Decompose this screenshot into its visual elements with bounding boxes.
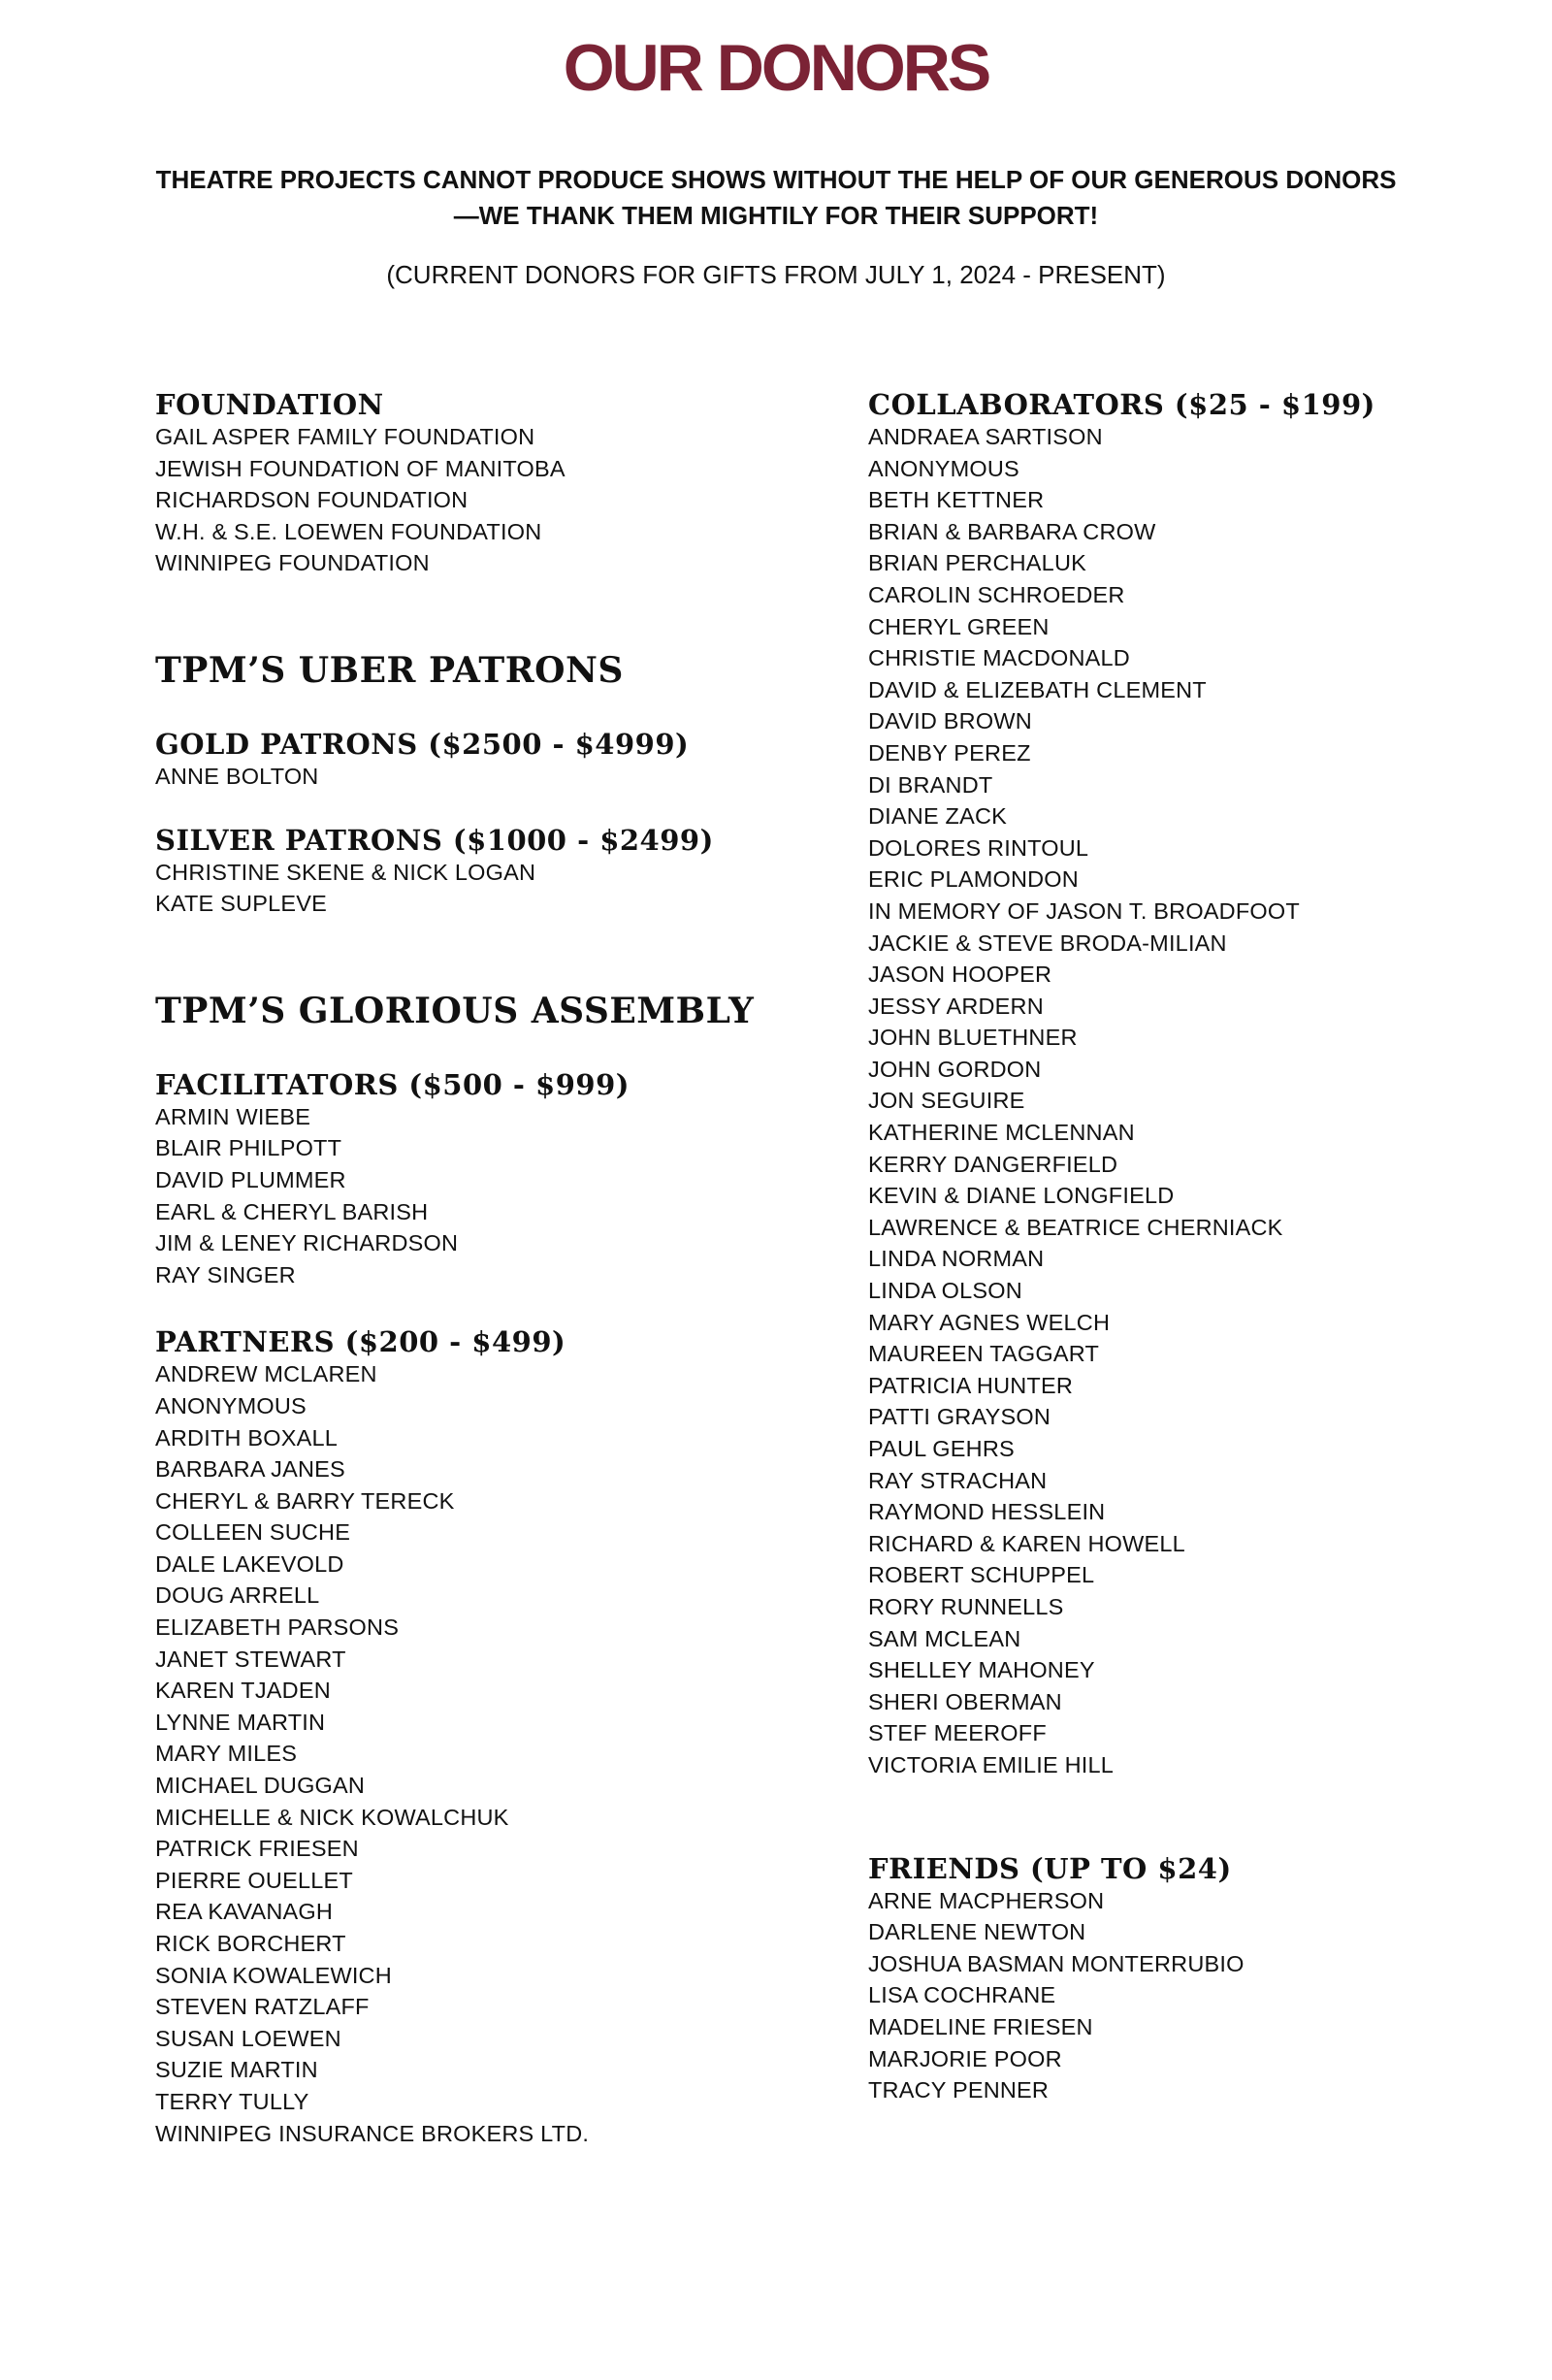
foundation-list bbox=[155, 421, 834, 579]
donor-name: DAVID BROWN bbox=[868, 708, 1032, 734]
foundation-heading: FOUNDATION bbox=[155, 388, 384, 421]
donor-name: BETH KETTNER bbox=[868, 487, 1045, 513]
donor-name: PATRICIA HUNTER bbox=[868, 1372, 1074, 1398]
donor-name: DALE LAKEVOLD bbox=[155, 1550, 344, 1577]
silver-patrons-heading: SILVER PATRONS ($1000 - $2499) bbox=[155, 823, 714, 857]
donor-name: CHRISTINE SKENE & NICK LOGAN bbox=[155, 859, 536, 885]
donor-name: SHERI OBERMAN bbox=[868, 1688, 1062, 1714]
donor-name: SAM MCLEAN bbox=[868, 1625, 1021, 1651]
uber-patrons-heading: TPM’S UBER PATRONS bbox=[155, 649, 624, 691]
page-title: OUR DONORS bbox=[563, 31, 989, 105]
donor-name: RICHARD & KAREN HOWELL bbox=[868, 1530, 1185, 1556]
donor-name: ANDRAEA SARTISON bbox=[868, 424, 1103, 449]
donor-name: LINDA OLSON bbox=[868, 1278, 1022, 1304]
donor-name: KERRY DANGERFIELD bbox=[868, 1151, 1118, 1177]
donor-name: VICTORIA EMILIE HILL bbox=[868, 1751, 1115, 1777]
donor-name: TRACY PENNER bbox=[868, 2077, 1050, 2103]
donor-name: PAUL GEHRS bbox=[868, 1436, 1015, 1461]
donor-name: KATE SUPLEVE bbox=[155, 891, 327, 917]
donor-name: PATTI GRAYSON bbox=[868, 1404, 1051, 1430]
donor-name: GAIL ASPER FAMILY FOUNDATION bbox=[155, 424, 535, 449]
donor-name: JACKIE & STEVE BRODA-MILIAN bbox=[868, 929, 1227, 956]
donor-name: RICK BORCHERT bbox=[155, 1931, 346, 1956]
donor-name: LYNNE MARTIN bbox=[155, 1709, 326, 1735]
donor-name: ANONYMOUS bbox=[155, 1392, 307, 1418]
donor-name: ANNE BOLTON bbox=[155, 763, 319, 789]
donor-name: MARY AGNES WELCH bbox=[868, 1309, 1111, 1335]
donor-name: ROBERT SCHUPPEL bbox=[868, 1562, 1095, 1588]
donor-name: RICHARDSON FOUNDATION bbox=[155, 487, 469, 513]
donor-name: DIANE ZACK bbox=[868, 803, 1008, 830]
friends-list bbox=[868, 1885, 1528, 2106]
donor-name: JEWISH FOUNDATION OF MANITOBA bbox=[155, 455, 566, 481]
donor-name: LISA COCHRANE bbox=[868, 1982, 1056, 2008]
donor-name: SUZIE MARTIN bbox=[155, 2057, 318, 2083]
glorious-assembly-heading: TPM’S GLORIOUS ASSEMBLY bbox=[155, 990, 755, 1031]
donor-name: BLAIR PHILPOTT bbox=[155, 1135, 342, 1161]
donor-name: ARDITH BOXALL bbox=[155, 1424, 339, 1451]
donor-name: ARNE MACPHERSON bbox=[868, 1887, 1105, 1913]
donor-name: ANONYMOUS bbox=[868, 455, 1019, 481]
donor-name: RORY RUNNELLS bbox=[868, 1593, 1064, 1619]
donor-name: MADELINE FRIESEN bbox=[868, 2013, 1093, 2039]
donor-name: EARL & CHERYL BARISH bbox=[155, 1198, 429, 1224]
donor-name: ARMIN WIEBE bbox=[155, 1103, 311, 1129]
intro-text: THEATRE PROJECTS CANNOT PRODUCE SHOWS WITHOUT THE HELP OF OUR GENEROUS DONORS—WE THANK THEM MIGHTILY FOR THEIR SUPPORT! bbox=[155, 165, 1397, 230]
donor-name: CAROLIN SCHROEDER bbox=[868, 581, 1125, 607]
donor-name: CHRISTIE MACDONALD bbox=[868, 645, 1130, 671]
collaborators-heading: COLLABORATORS ($25 - $199) bbox=[868, 388, 1375, 421]
donor-name: BRIAN PERCHALUK bbox=[868, 550, 1086, 576]
donor-name: MICHELLE & NICK KOWALCHUK bbox=[155, 1804, 509, 1830]
donor-name: JASON HOOPER bbox=[868, 962, 1052, 988]
donor-name: MARY MILES bbox=[155, 1741, 298, 1767]
donor-name: DAVID & ELIZEBATH CLEMENT bbox=[868, 676, 1207, 702]
donor-name: RAY STRACHAN bbox=[868, 1467, 1048, 1493]
donor-name: RAYMOND HESSLEIN bbox=[868, 1499, 1106, 1525]
donor-name: KAREN TJADEN bbox=[155, 1678, 331, 1704]
donor-name: SONIA KOWALEWICH bbox=[155, 1962, 392, 1988]
donor-name: RAY SINGER bbox=[155, 1261, 296, 1288]
donor-name: JOHN GORDON bbox=[868, 1056, 1042, 1082]
collaborators-list bbox=[868, 421, 1528, 1781]
donor-name: DAVID PLUMMER bbox=[155, 1166, 346, 1192]
donor-name: DOLORES RINTOUL bbox=[868, 834, 1089, 861]
donor-name: ERIC PLAMONDON bbox=[868, 866, 1079, 893]
donor-name: REA KAVANAGH bbox=[155, 1899, 334, 1925]
friends-heading: FRIENDS (UP TO $24) bbox=[868, 1851, 1232, 1885]
donor-name: STEVEN RATZLAFF bbox=[155, 1994, 370, 2020]
donor-name: SHELLEY MAHONEY bbox=[868, 1657, 1095, 1683]
donor-name: BRIAN & BARBARA CROW bbox=[868, 518, 1156, 544]
donor-name: ELIZABETH PARSONS bbox=[155, 1614, 400, 1641]
donor-name: BARBARA JANES bbox=[155, 1456, 345, 1483]
facilitators-list bbox=[155, 1101, 834, 1291]
facilitators-heading: FACILITATORS ($500 - $999) bbox=[155, 1067, 630, 1101]
donor-name: MAUREEN TAGGART bbox=[868, 1341, 1100, 1367]
donor-name: CHERYL & BARRY TERECK bbox=[155, 1487, 455, 1514]
donor-name: JOHN BLUETHNER bbox=[868, 1025, 1078, 1051]
donor-name: DARLENE NEWTON bbox=[868, 1919, 1086, 1945]
donor-name: KATHERINE MCLENNAN bbox=[868, 1120, 1135, 1146]
donor-name: MARJORIE POOR bbox=[868, 2045, 1062, 2071]
donor-name: JIM & LENEY RICHARDSON bbox=[155, 1230, 459, 1256]
donor-name: DI BRANDT bbox=[868, 771, 993, 798]
donor-name: MICHAEL DUGGAN bbox=[155, 1773, 366, 1799]
donor-name: CHERYL GREEN bbox=[868, 613, 1050, 639]
donor-name: COLLEEN SUCHE bbox=[155, 1519, 351, 1546]
donor-name: W.H. & S.E. LOEWEN FOUNDATION bbox=[155, 518, 542, 544]
donor-name: DENBY PEREZ bbox=[868, 739, 1031, 766]
donor-name: PIERRE OUELLET bbox=[155, 1867, 353, 1893]
gold-patrons-list bbox=[155, 761, 834, 793]
donor-name: PATRICK FRIESEN bbox=[155, 1836, 359, 1862]
donor-name: KEVIN & DIANE LONGFIELD bbox=[868, 1183, 1175, 1209]
donor-name: LAWRENCE & BEATRICE CHERNIACK bbox=[868, 1214, 1283, 1240]
donor-name: LINDA NORMAN bbox=[868, 1246, 1045, 1272]
right-column bbox=[868, 388, 1528, 2106]
donor-name: JANET STEWART bbox=[155, 1646, 346, 1672]
donor-name: SUSAN LOEWEN bbox=[155, 2025, 341, 2051]
date-range-note: (CURRENT DONORS FOR GIFTS FROM JULY 1, 2024 - PRESENT) bbox=[386, 260, 1166, 289]
donor-name: TERRY TULLY bbox=[155, 2088, 309, 2114]
donor-name: WINNIPEG INSURANCE BROKERS LTD. bbox=[155, 2120, 590, 2146]
donor-name: IN MEMORY OF JASON T. BROADFOOT bbox=[868, 897, 1300, 924]
donor-name: WINNIPEG FOUNDATION bbox=[155, 550, 430, 576]
left-column bbox=[155, 388, 834, 2149]
donor-name: DOUG ARRELL bbox=[155, 1582, 320, 1609]
silver-patrons-list bbox=[155, 857, 834, 920]
gold-patrons-heading: GOLD PATRONS ($2500 - $4999) bbox=[155, 727, 690, 761]
donor-name: STEF MEEROFF bbox=[868, 1720, 1047, 1746]
donor-name: JOSHUA BASMAN MONTERRUBIO bbox=[868, 1950, 1245, 1976]
donor-name: ANDREW MCLAREN bbox=[155, 1361, 377, 1387]
donor-name: JON SEGUIRE bbox=[868, 1088, 1025, 1114]
partners-heading: PARTNERS ($200 - $499) bbox=[155, 1325, 566, 1359]
partners-list bbox=[155, 1358, 834, 2149]
donor-name: JESSY ARDERN bbox=[868, 993, 1044, 1019]
